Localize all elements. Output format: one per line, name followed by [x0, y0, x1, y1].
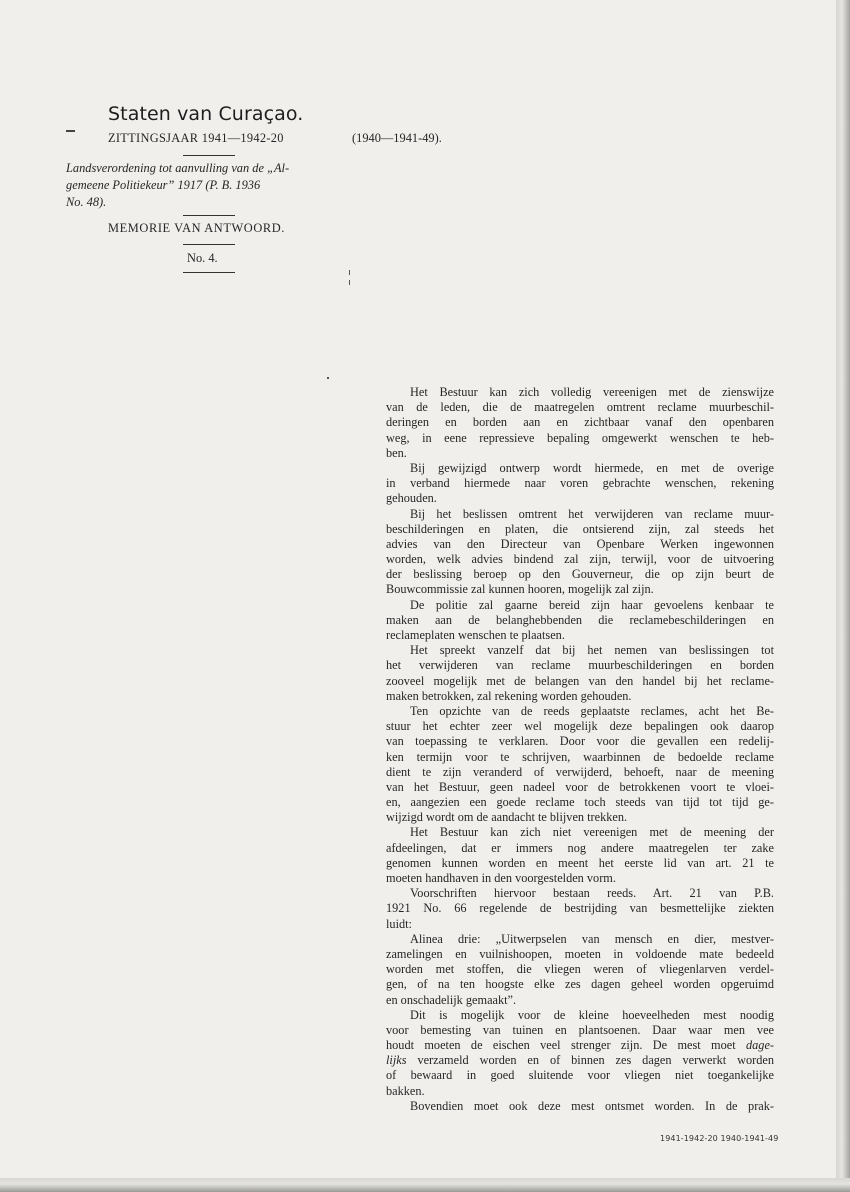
session-year-alt: (1940—1941-49).	[352, 131, 442, 145]
body-line: maken betrokken, zal rekening worden gehouden.	[386, 688, 632, 703]
body-line: Bovendien moet ook deze mest ontsmet worden. In de prak-	[410, 1098, 774, 1113]
document-type: MEMORIE VAN ANTWOORD.	[108, 221, 286, 235]
body-line: Het Bestuur kan zich niet vereenigen met de meening der	[410, 825, 774, 840]
page-edge-right	[836, 0, 850, 1192]
body-line: worden met stoffen, die vliegen weren of vliegenlarven verdel-	[386, 962, 774, 977]
body-line: beschilderingen en platen, die ontsierend zijn, zal steeds het	[386, 521, 774, 536]
body-line: Het Bestuur kan zich volledig vereenigen met de zienswijze	[410, 385, 774, 399]
body-line: der beslissing beroep op den Gouverneur, die op zijn beurt de	[386, 567, 774, 582]
page-footer: 1941-1942-20 1940-1941-49	[660, 1134, 779, 1143]
body-line: maken aan de belanghebbenden die reclamebeschilderingen en	[386, 612, 774, 627]
body-line: Dit is mogelijk voor de kleine hoeveelheden mest noodig	[410, 1007, 774, 1022]
body-line: van de leden, die de maatregelen omtrent reclame muurbeschil-	[386, 400, 774, 415]
body-line: afdeelingen, dat er immers nog andere maatregelen ter zake	[386, 840, 774, 855]
body-line: weg, in eene repressieve bepaling omgewerkt wenschen te heb-	[386, 430, 774, 445]
divider-rule	[183, 244, 235, 245]
body-line: Bouwcommissie zal kunnen hooren, mogelijk zal zijn.	[386, 582, 654, 597]
divider-rule	[183, 215, 235, 216]
body-line: worden, welk advies bindend zal zijn, terwijl, voor de uitvoering	[386, 552, 774, 567]
body-line: gehouden.	[386, 491, 437, 506]
body-text	[386, 385, 774, 1114]
body-line: reclameplaten wenschen te plaatsen.	[386, 628, 565, 642]
body-line: gen, of na ten hoogste elke zes dagen geheel worden opgeruimd	[386, 977, 774, 992]
body-line: ken termijn voor te schrijven, waarbinnen de bedoelde reclame	[386, 749, 774, 764]
body-line: lijks verzameld worden en of binnen zes dagen verwerkt worden	[386, 1053, 774, 1068]
body-line: genomen kunnen worden en meent het eerste lid van art. 21 te	[386, 855, 774, 870]
body-line: deringen en borden aan en zichtbaar vanaf den openbaren	[386, 415, 774, 430]
body-line: bakken.	[386, 1083, 425, 1098]
stray-mark	[327, 377, 329, 379]
body-line: in verband hiermede naar voren gebrachte wenschen, rekening	[386, 476, 774, 491]
divider-rule	[183, 155, 235, 156]
body-line: en, aangezien een goede reclame toch steeds van tijd tot tijd ge-	[386, 795, 774, 810]
document-title: Staten van Curaçao.	[108, 103, 304, 125]
show-through-text	[372, 110, 782, 360]
margin-mark	[66, 130, 75, 132]
body-line: De politie zal gaarne bereid zijn haar gevoelens kenbaar te	[410, 597, 774, 612]
body-line: houdt moeten de eischen veel strenger zijn. De mest moet dage-	[386, 1038, 774, 1053]
body-line: en onschadelijk gemaakt”.	[386, 992, 517, 1007]
subject-line: Landsverordening tot aanvulling van de „Al-	[66, 161, 290, 175]
body-line: van het Bestuur, geen nadeel voor de betrokkenen voort te vloei-	[386, 779, 774, 794]
body-line: of bewaard in goed sluitende voor vliegen niet toegankelijke	[386, 1068, 774, 1083]
body-line: ben.	[386, 445, 407, 460]
body-line: dient te zijn veranderd of verwijderd, behoeft, naar de meening	[386, 764, 774, 779]
stray-mark	[349, 270, 350, 275]
body-line: 1921 No. 66 regelende de bestrijding van besmettelijke ziekten	[386, 901, 774, 916]
body-line: van toepassing te verklaren. Door voor die gevallen een redelij-	[386, 734, 774, 749]
body-line: voor bemesting van tuinen en plantsoenen. Daar waar men vee	[386, 1022, 774, 1037]
body-line: het verwijderen van reclame muurbeschilderingen en borden	[386, 658, 774, 673]
divider-rule	[183, 272, 235, 273]
body-line: Alinea drie: „Uitwerpselen van mensch en dier, mestver-	[410, 931, 774, 946]
stray-mark	[349, 280, 350, 285]
body-line: zooveel mogelijk met de belangen van den handel bij het reclame-	[386, 673, 774, 688]
page-edge-bottom	[0, 1178, 850, 1192]
body-line: wijzigd wordt om de aandacht te blijven trekken.	[386, 810, 628, 825]
body-line: Ten opzichte van de reeds geplaatste reclames, acht het Be-	[410, 703, 774, 718]
subject-heading	[66, 160, 348, 211]
body-line: stuur het echter zeer wel mogelijk deze bepalingen ook daarop	[386, 719, 774, 734]
subject-line: gemeene Politiekeur” 1917 (P. B. 1936	[66, 178, 261, 192]
body-line: advies van den Directeur van Openbare Werken ingewonnen	[386, 536, 774, 551]
subject-line: No. 48).	[66, 195, 107, 209]
body-line: zamelingen en vuilnishoopen, moeten in voldoende mate bedeeld	[386, 946, 774, 961]
body-line: Voorschriften hiervoor bestaan reeds. Art. 21 van P.B.	[410, 886, 774, 901]
document-number: No. 4.	[187, 251, 218, 265]
body-line: Het spreekt vanzelf dat bij het nemen van beslissingen tot	[410, 643, 774, 658]
body-line: Bij het beslissen omtrent het verwijderen van reclame muur-	[410, 506, 774, 521]
body-line: moeten handhaven in den voorgestelden vorm.	[386, 871, 616, 885]
body-line: Bij gewijzigd ontwerp wordt hiermede, en met de overige	[410, 460, 774, 475]
session-year: ZITTINGSJAAR 1941—1942-20	[108, 131, 284, 145]
body-line: luidt:	[386, 916, 412, 931]
